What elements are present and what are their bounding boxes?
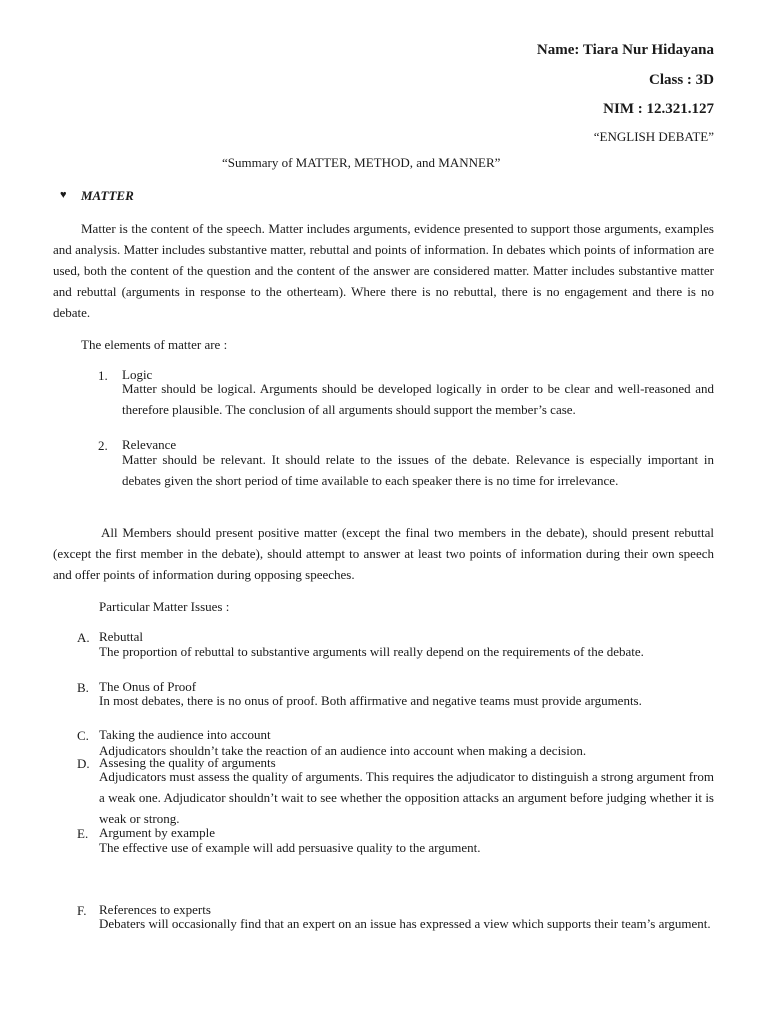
issue-body: The effective use of example will add persuasive quality to the argument.	[99, 840, 481, 855]
element-title: Relevance	[122, 437, 177, 452]
issue-title: References to experts	[99, 902, 211, 917]
issue-title: Argument by example	[99, 825, 216, 840]
issue-title: Assesing the quality of arguments	[99, 755, 276, 770]
issue-body: Debaters will occasionally find that an expert on an issue has expressed a view which supports their team’s argument.	[99, 916, 711, 931]
element-body: Matter should be relevant. It should relate to the issues of the debate. Relevance is especially important in debates given the short period of time available to each speaker there is no time for irrelevance.	[122, 452, 714, 488]
issue-body: Adjudicators shouldn’t take the reaction of an audience into account when making a decision.	[99, 743, 587, 758]
issues-label: Particular Matter Issues :	[99, 599, 230, 614]
section-heading: MATTER	[81, 188, 134, 203]
element-number: 1.	[98, 368, 108, 383]
issue-letter: B.	[77, 680, 89, 695]
issue-letter: E.	[77, 826, 89, 841]
element-number: 2.	[98, 438, 108, 453]
issue-title: The Onus of Proof	[99, 679, 197, 694]
issue-title: Taking the audience into account	[99, 727, 271, 742]
issue-title: Rebuttal	[99, 629, 144, 644]
issue-letter: F.	[77, 903, 87, 918]
issue-body: Adjudicators must assess the quality of arguments. This requires the adjudicator to distinguish a strong argument from a weak one. Adjudicator shouldn’t wait to see whether the opposition attacks an argument before judging whether it is weak or strong.	[99, 769, 714, 826]
element-body: Matter should be logical. Arguments should be developed logically in order to be clear and well-reasoned and therefore plausible. The conclusion of all arguments should support the member’s case.	[122, 381, 714, 417]
heart-icon: ♥	[60, 189, 67, 201]
issue-letter: D.	[77, 756, 90, 771]
issue-letter: A.	[77, 630, 90, 645]
student-nim: NIM : 12.321.127	[603, 101, 714, 117]
elements-label: The elements of matter are :	[81, 337, 228, 352]
intro-paragraph: Matter is the content of the speech. Matter includes arguments, evidence presented to support those arguments, examples and analysis. Matter includes substantive matter, rebuttal and points of information. In debates which points of information are used, both the content of the question and the content of the answer are considered matter. Matter includes substantive matter and rebuttal (arguments in response to the otherteam). Where there is no rebuttal, there is no engagement and there is no debate.	[53, 221, 714, 320]
issue-letter: C.	[77, 728, 89, 743]
issue-body: In most debates, there is no onus of proof. Both affirmative and negative teams must provide arguments.	[99, 693, 642, 708]
summary-title: “Summary of MATTER, METHOD, and MANNER”	[222, 155, 501, 170]
element-title: Logic	[122, 367, 153, 382]
student-class: Class : 3D	[648, 72, 714, 88]
course-title: “ENGLISH DEBATE”	[593, 129, 714, 144]
issue-body: The proportion of rebuttal to substantive arguments will really depend on the requirements of the debate.	[99, 644, 644, 659]
members-paragraph: All Members should present positive matter (except the final two members in the debate), should present rebuttal (except the first member in the debate), should attempt to answer at least two points of information during their own speech and offer points of information during opposing speeches.	[53, 525, 714, 582]
student-name: Name: Tiara Nur Hidayana	[536, 42, 714, 58]
